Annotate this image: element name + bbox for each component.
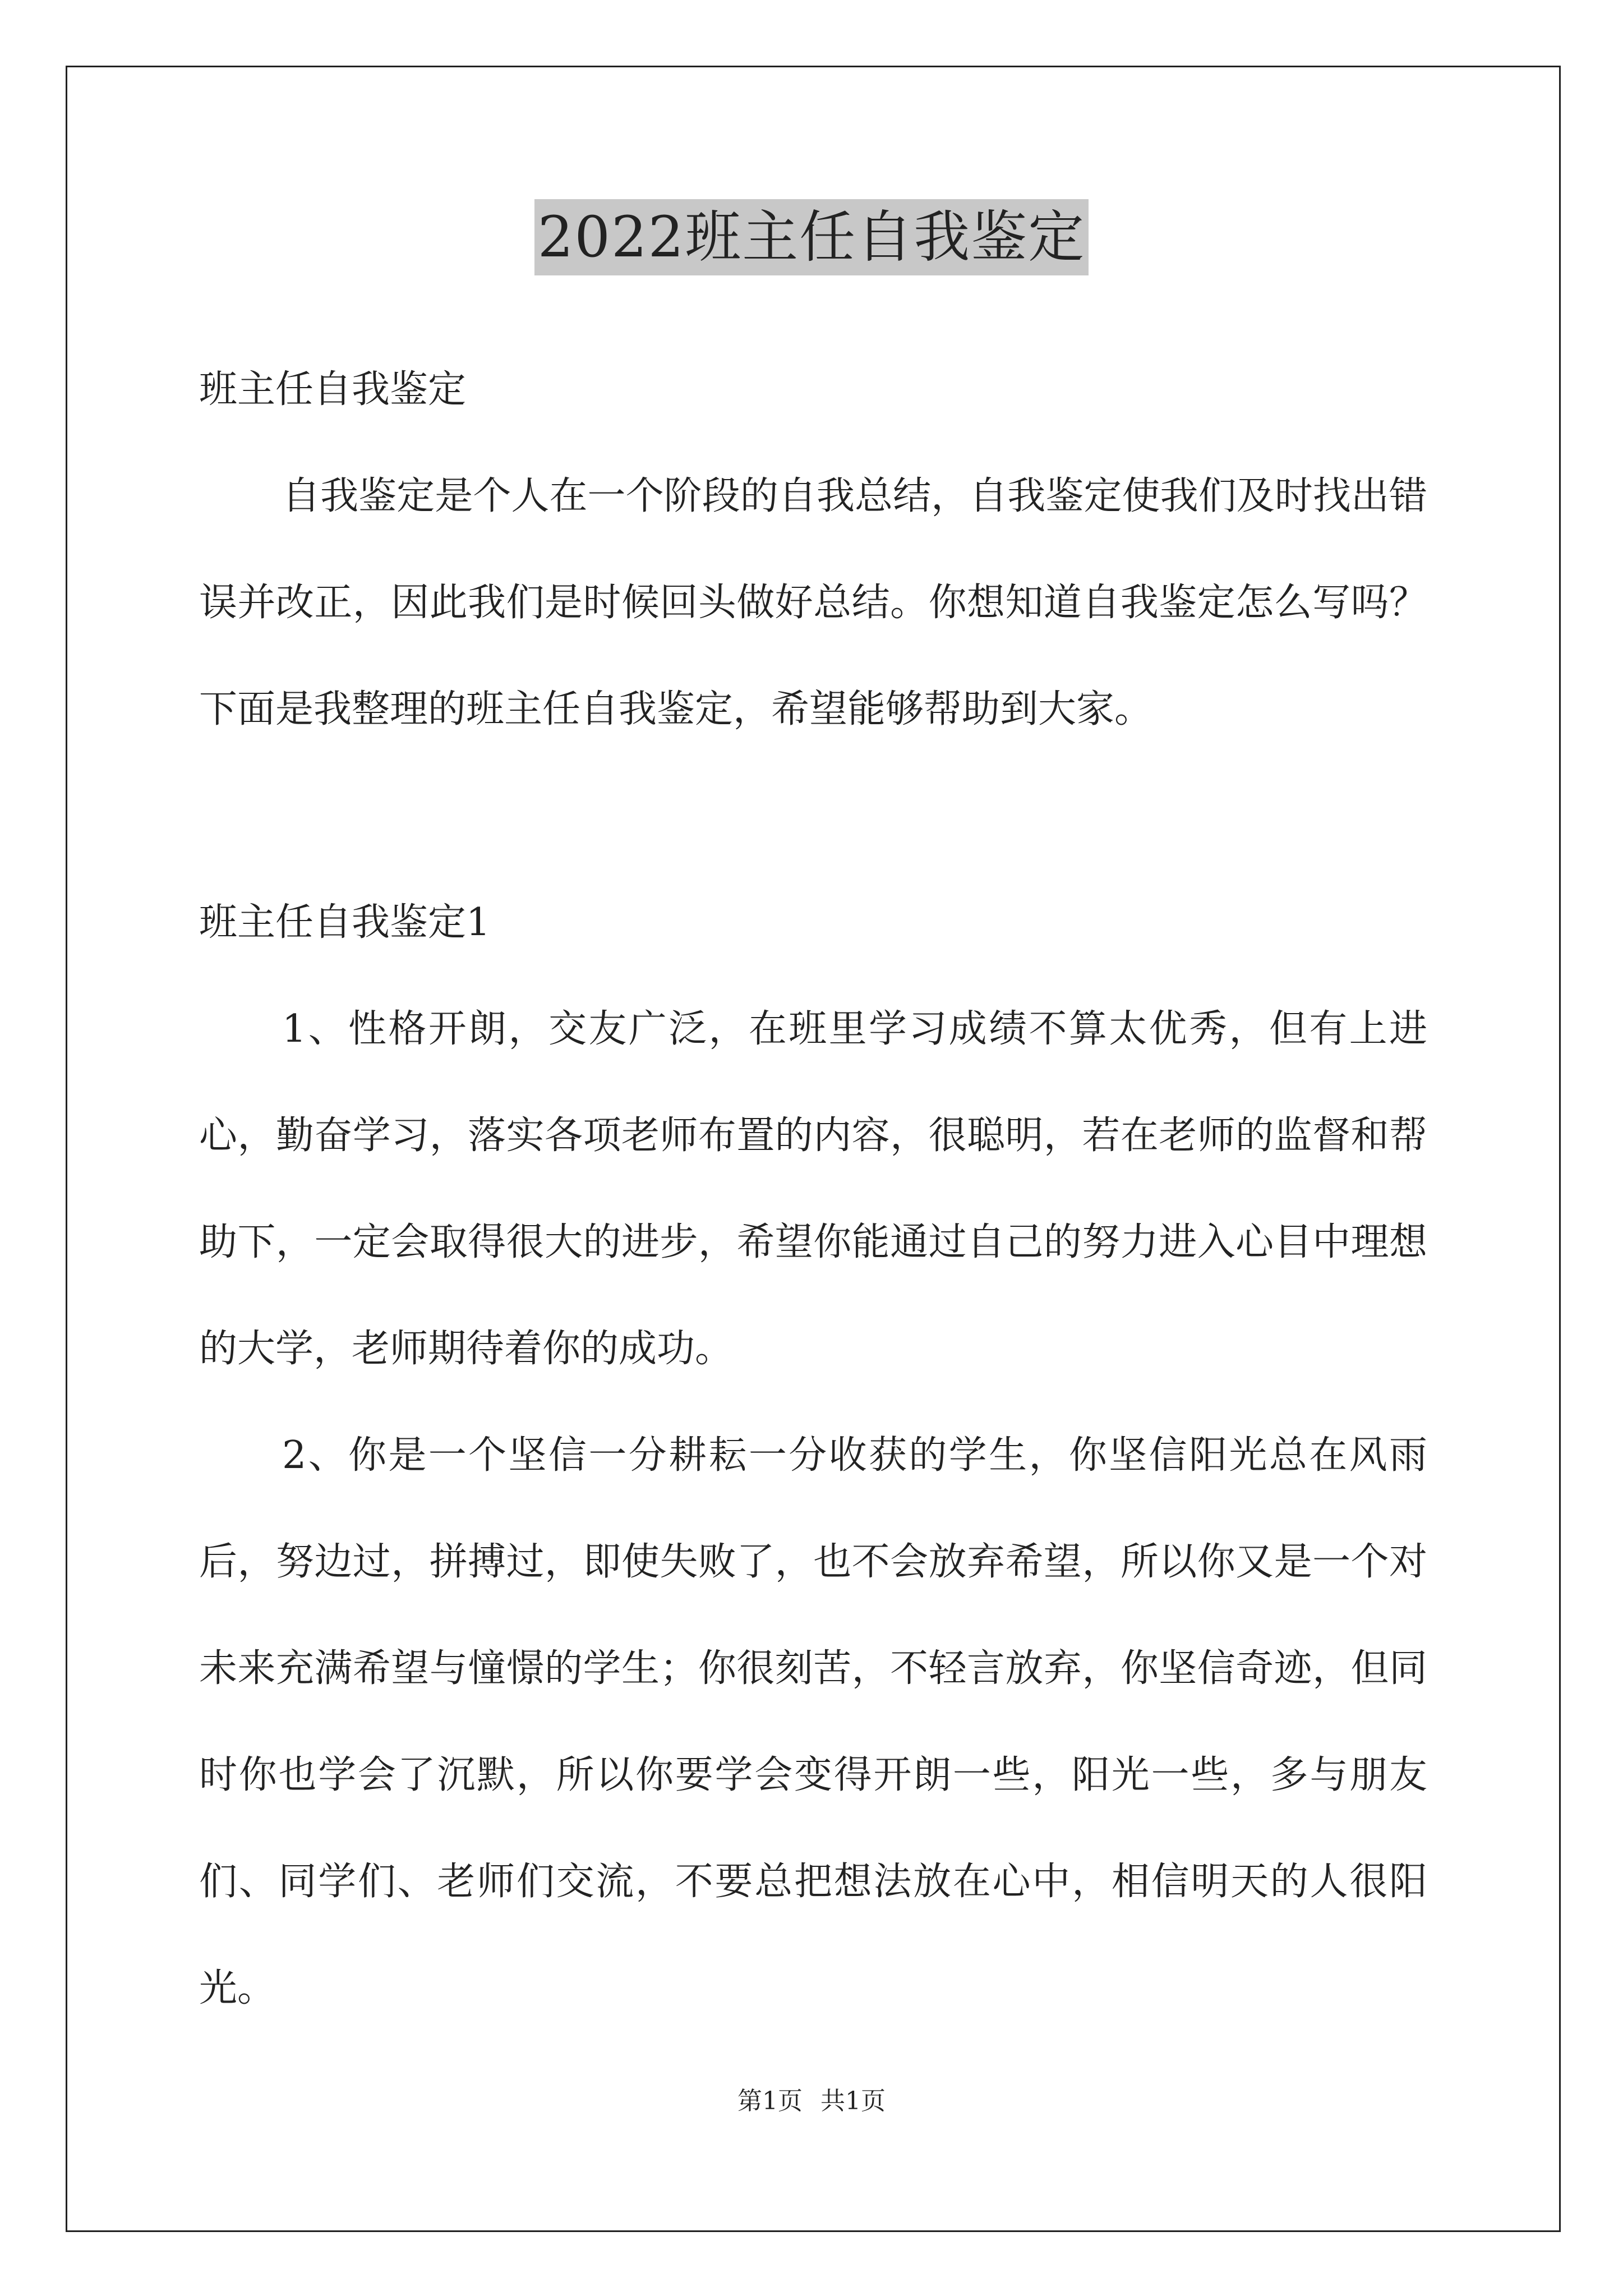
subtitle: 班主任自我鉴定 xyxy=(199,367,467,412)
paragraph-item-1: 1、性格开朗，交友广泛，在班里学习成绩不算太优秀，但有上进心，勤奋学习，落实各项老师布置的内容，很聪明，若在老师的监督和帮助下，一定会取得很大的进步，希望你能通过自己的努力进入心目中理想的大学，老师期待着你的成功。 xyxy=(199,1007,1427,1371)
page-total: 共1页 xyxy=(820,2087,886,2115)
paragraph-item-2: 2、你是一个坚信一分耕耘一分收获的学生，你坚信阳光总在风雨后，努边过，拼搏过，即使失败了，也不会放弃希望，所以你又是一个对未来充满希望与憧憬的学生；你很刻苦，不轻言放弃，你坚信奇迹，但同时你也学会了沉默，所以你要学会变得开朗一些，阳光一些，多与朋友们、同学们、老师们交流，不要总把想法放在心中，相信明天的人很阳光。 xyxy=(199,1433,1427,2010)
intro-paragraph: 自我鉴定是个人在一个阶段的自我总结，自我鉴定使我们及时找出错误并改正，因此我们是时候回头做好总结。你想知道自我鉴定怎么写吗？下面是我整理的班主任自我鉴定，希望能够帮助到大家。 xyxy=(199,474,1427,731)
blank-line xyxy=(199,763,1427,869)
page-footer xyxy=(0,2085,1623,2118)
document-body xyxy=(199,337,1427,2042)
page-number: 第1页 xyxy=(737,2087,803,2115)
section-heading: 班主任自我鉴定1 xyxy=(199,900,491,945)
document-title: 2022班主任自我鉴定 xyxy=(534,199,1089,275)
title-container xyxy=(0,199,1623,275)
